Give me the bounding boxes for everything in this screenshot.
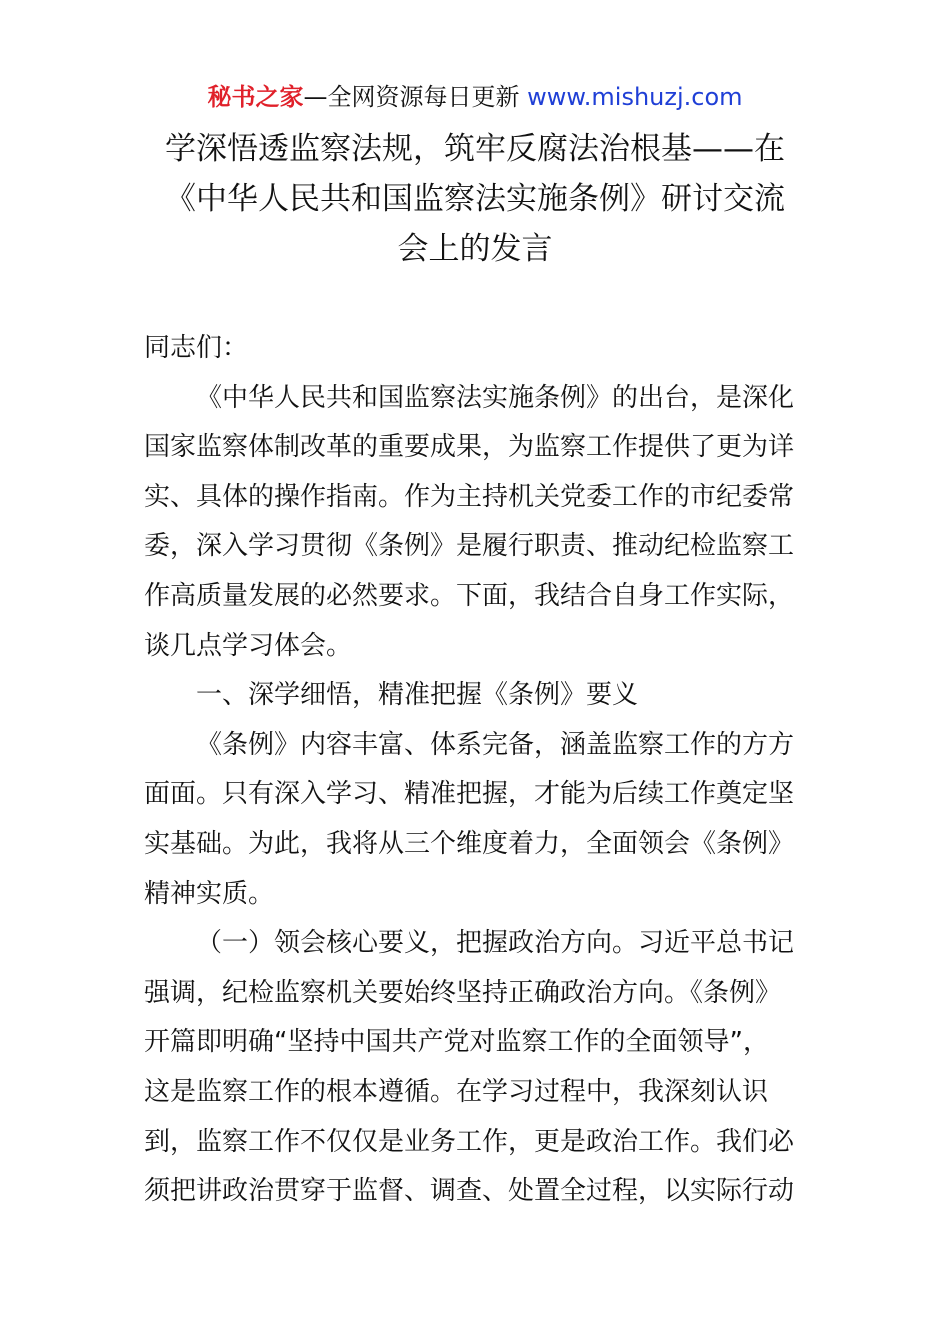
body-line: 强调，纪检监察机关要始终坚持正确政治方向。《条例》: [144, 977, 782, 1008]
body-line: 到，监察工作不仅仅是业务工作，更是政治工作。我们必: [144, 1126, 795, 1157]
body-line: 一、深学细悟，精准把握《条例》要义: [196, 680, 639, 711]
body-line: 《中华人民共和国监察法实施条例》的出台，是深化: [196, 382, 795, 413]
body-line: 须把讲政治贯穿于监督、调查、处置全过程，以实际行动: [144, 1176, 795, 1207]
body-line: 同志们：: [144, 333, 249, 363]
body-line: 国家监察体制改革的重要成果，为监察工作提供了更为详: [144, 432, 795, 463]
title-line: 会上的发言: [397, 231, 553, 267]
body-line: 面面。只有深入学习、精准把握，才能为后续工作奠定坚: [144, 779, 795, 810]
body-line: 实、具体的操作指南。作为主持机关党委工作的市纪委常: [144, 481, 795, 512]
body-line: （一）领会核心要义，把握政治方向。习近平总书记: [196, 928, 795, 959]
body-line: 委，深入学习贯彻《条例》是履行职责、推动纪检监察工: [144, 531, 795, 562]
document-body: [144, 324, 810, 1217]
document-title: [140, 124, 810, 274]
body-line: 开篇即明确“坚持中国共产党对监察工作的全面领导”，: [144, 1027, 769, 1058]
body-line: 作高质量发展的必然要求。下面，我结合自身工作实际，: [144, 580, 795, 611]
title-line: 《中华人民共和国监察法实施条例》研讨交流: [165, 181, 785, 217]
site-brand: 秘书之家: [207, 83, 304, 111]
body-line: 实基础。为此，我将从三个维度着力，全面领会《条例》: [144, 828, 795, 859]
body-line: 这是监察工作的根本遵循。在学习过程中，我深刻认识: [144, 1076, 769, 1107]
body-line: 《条例》内容丰富、体系完备，涵盖监察工作的方方: [196, 729, 795, 760]
body-line: 谈几点学习体会。: [144, 630, 353, 661]
body-line: 精神实质。: [144, 878, 275, 909]
site-url: www.mishuzj.com: [527, 83, 743, 111]
site-tagline: —全网资源每日更新: [303, 83, 528, 111]
title-line: 学深悟透监察法规，筑牢反腐法治根基——在: [165, 131, 785, 167]
site-header: [0, 80, 950, 114]
